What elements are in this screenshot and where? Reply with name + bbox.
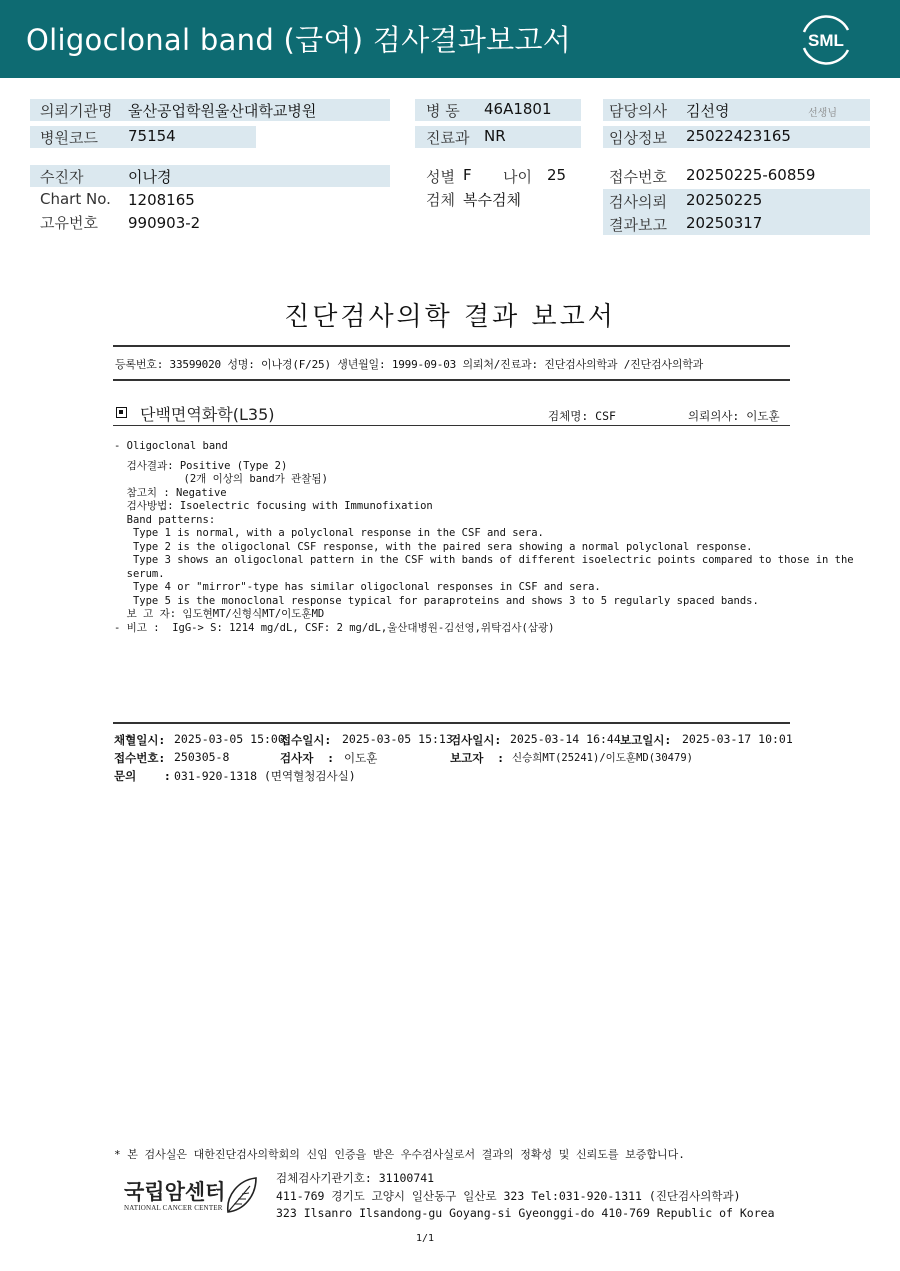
- registration-line: 등록번호: 33599020 성명: 이나경(F/25) 생년월일: 1999-09-03 의뢰처/진료과: 진단검사의학과 /진단검사의학과: [115, 358, 704, 371]
- hospital-code-label: 병원코드: [40, 129, 98, 147]
- result-line: 참고치 : Negative: [114, 486, 227, 499]
- doctor-value: 김선영: [686, 102, 730, 120]
- age-label: 나이: [503, 168, 532, 186]
- dept-label: 진료과: [426, 129, 470, 147]
- result-line: Type 5 is the monoclonal response typical for paraproteins and shows 3 to 5 regularly spaced bands.: [114, 594, 759, 607]
- specimen-value: 복수검체: [463, 191, 521, 209]
- result-line: Type 1 is normal, with a polyclonal response in the CSF and sera.: [114, 527, 544, 539]
- result-line: serum.: [114, 567, 165, 580]
- contact-label: 문의 :: [114, 769, 171, 783]
- section-rule: [113, 425, 790, 426]
- registration-top-rule: [113, 345, 790, 347]
- result-line: 검사방법: Isoelectric focusing with Immunofixation: [114, 500, 433, 512]
- institution-code: 검체검사기관기호: 31100741: [276, 1171, 435, 1185]
- ward-label: 병 동: [426, 102, 460, 120]
- page-number: 1/1: [415, 1233, 435, 1244]
- institution-label: 의뢰기관명: [40, 102, 113, 120]
- reporter-value: 신승희MT(25241)/이도훈MD(30479): [512, 752, 693, 764]
- received-value: 2025-03-05 15:13: [342, 732, 453, 746]
- request-label: 검사의뢰: [609, 193, 667, 211]
- registration-bottom-rule: [113, 379, 790, 381]
- center-name-en: NATIONAL CANCER CENTER: [124, 1204, 223, 1212]
- reporter-label: 보고자 :: [450, 751, 505, 765]
- sex-value: F: [463, 166, 472, 184]
- reported-value: 2025-03-17 10:01: [682, 732, 793, 746]
- unique-label: 고유번호: [40, 214, 98, 232]
- receipt-label: 접수번호:: [114, 751, 166, 765]
- result-line: Type 3 shows an oligoclonal pattern in the CSF with bands of different isoelectric points compared to those in the: [114, 554, 854, 566]
- nci-logo: [120, 1174, 260, 1218]
- report-title: 진단검사의학 결과 보고서: [284, 302, 616, 332]
- address-ko: 411-769 경기도 고양시 일산동구 일산로 323 Tel:031-920-1311 (진단검사의학과): [276, 1189, 741, 1203]
- clinical-value: 25022423165: [686, 127, 791, 145]
- patient-row-bg: [30, 165, 390, 187]
- report-header: [0, 0, 900, 78]
- tester-label: 검사자 :: [280, 751, 335, 765]
- age-value: 25: [547, 166, 567, 184]
- collect-value: 2025-03-05 15:00: [174, 732, 285, 746]
- result-line: - Oligoclonal band: [114, 440, 228, 452]
- unique-value: 990903-2: [128, 214, 201, 232]
- ward-value: 46A1801: [484, 100, 552, 118]
- patient-value: 이나경: [128, 168, 172, 186]
- request-value: 20250225: [686, 191, 763, 209]
- received-label: 접수일시:: [280, 733, 332, 747]
- dept-value: NR: [484, 127, 506, 145]
- receipt-value: 250305-8: [174, 750, 230, 764]
- result-line: Band patterns:: [114, 513, 216, 526]
- institution-value: 울산공업학원울산대학교병원: [128, 102, 317, 120]
- result-value: 20250317: [686, 214, 763, 232]
- collect-label: 채혈일시:: [114, 733, 166, 747]
- chart-label: Chart No.: [40, 190, 111, 208]
- square-icon: [116, 407, 127, 418]
- center-name-ko: 국립암센터: [124, 1180, 226, 1204]
- specimen-name: 검체명: CSF: [548, 409, 616, 423]
- result-line: (2개 이상의 band가 관찰됨): [114, 473, 328, 485]
- patient-label: 수진자: [40, 168, 84, 186]
- result-body: [114, 440, 854, 635]
- leaf-icon: [224, 1176, 258, 1214]
- footer-info-rule: [113, 722, 790, 724]
- tested-label: 검사일시:: [450, 733, 502, 747]
- chart-value: 1208165: [128, 191, 195, 209]
- logo-text: SML: [808, 31, 844, 50]
- specimen-label: 검체: [426, 191, 455, 209]
- requesting-doctor: 의뢰의사: 이도훈: [688, 409, 780, 423]
- reported-label: 보고일시:: [620, 733, 672, 747]
- contact-value: 031-920-1318 (면역혈청검사실): [174, 769, 356, 783]
- receipt-no-value: 20250225-60859: [686, 166, 816, 184]
- address-en: 323 Ilsanro Ilsandong-gu Goyang-si Gyeonggi-do 410-769 Republic of Korea: [276, 1206, 775, 1220]
- tested-value: 2025-03-14 16:44: [510, 732, 621, 746]
- section-title: 단백면역화학(L35): [140, 405, 275, 424]
- certification-note: * 본 검사실은 대한진단검사의학회의 신임 인증을 받은 우수검사실로서 결과의 정확성 및 신뢰도를 보증합니다.: [114, 1148, 685, 1161]
- result-line: - 비고 : IgG-> S: 1214 mg/dL, CSF: 2 mg/dL,울산대병원-김선영,위탁검사(삼광): [114, 621, 555, 634]
- result-label: 결과보고: [609, 216, 667, 234]
- clinical-label: 임상정보: [609, 129, 667, 147]
- sex-label: 성별: [426, 168, 455, 186]
- header-title: Oligoclonal band (급여) 검사결과보고서: [26, 23, 572, 57]
- result-line: Type 2 is the oligoclonal CSF response, with the paired sera showing a normal polyclonal response.: [114, 540, 753, 553]
- doctor-label: 담당의사: [609, 102, 667, 120]
- receipt-no-label: 접수번호: [609, 168, 667, 186]
- hospital-code-value: 75154: [128, 127, 176, 145]
- result-line: 검사결과: Positive (Type 2): [114, 459, 288, 472]
- result-line: 보 고 자: 임도현MT/신형식MT/이도훈MD: [114, 608, 325, 620]
- tester-value: 이도훈: [344, 751, 378, 765]
- result-line: Type 4 or "mirror"-type has similar oligoclonal responses in CSF and sera.: [114, 581, 601, 593]
- sml-logo-icon: [796, 12, 856, 68]
- doctor-suffix: 선생님: [808, 108, 837, 119]
